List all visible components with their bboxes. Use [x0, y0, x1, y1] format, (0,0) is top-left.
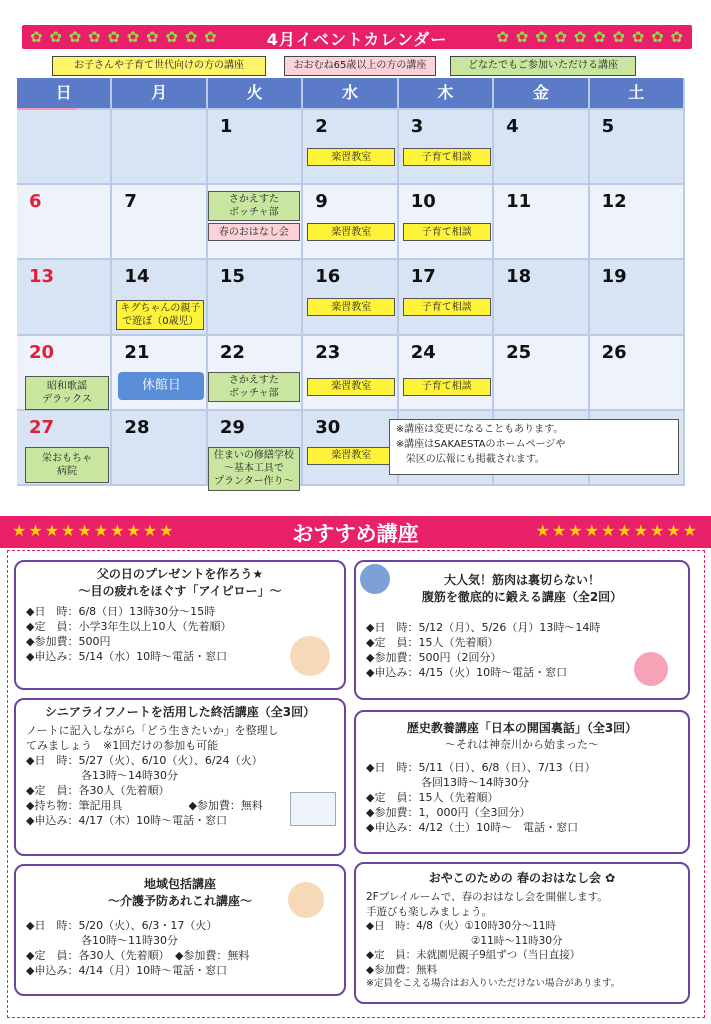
calendar-cell: [208, 260, 303, 335]
note-line: ※講座は変更になることもあります。: [395, 423, 564, 435]
course-line: ◆日 時：5/20（火）、6/3・17（火）: [26, 919, 218, 932]
day-number: 17: [410, 266, 436, 288]
calendar-cell: [17, 260, 112, 335]
recommend-title: おすすめ講座: [292, 522, 419, 546]
day-number: 12: [601, 191, 627, 213]
course-card-storytelling: [354, 862, 690, 1004]
event-label: 子育て相談: [403, 378, 491, 396]
course-title: シニアライフノートを活用した終活講座（全3回）: [44, 705, 316, 719]
course-line: 2Fプレイルームで、春のおはなし会を開催します。: [366, 891, 608, 903]
course-line: ノートに記入しながら「どう生きたいか」を整理し: [26, 724, 279, 737]
day-number: 4: [506, 116, 519, 137]
course-details: [366, 890, 678, 992]
day-number: 29: [219, 416, 245, 438]
calendar-cell: [494, 185, 589, 260]
course-subtitle: ～それは神奈川から始まった～: [445, 738, 599, 751]
course-line: ◆持ち物：筆記用具 ◆参加費：無料: [26, 799, 263, 812]
weekday-header: 土: [590, 78, 683, 108]
course-line: ◆参加費：1，000円（全3回分）: [366, 806, 531, 819]
weekday-header: 月: [112, 78, 205, 108]
calendar-cell: [494, 110, 589, 185]
course-line: ②11時～11時30分: [366, 934, 563, 947]
clover-decoration-right: ✿ ✿ ✿ ✿ ✿ ✿ ✿ ✿ ✿ ✿: [496, 28, 684, 46]
event-label: 住まいの修繕学校 ～基本工具で プランター作り～: [208, 447, 300, 491]
calendar-title-banner: [22, 25, 692, 49]
course-line: ◆日 時：5/11（日）、6/8（日）、7/13（日）: [366, 761, 596, 774]
course-line: ◆定 員：小学3年生以上10人（先着順）: [26, 620, 232, 633]
day-number: 7: [124, 191, 137, 213]
calendar-cell: [17, 110, 112, 185]
course-line: ◆日 時：6/8（日）13時30分～15時: [26, 605, 216, 618]
legend-children: お子さんや子育て世代向けの方の講座: [52, 56, 266, 76]
day-number: 13: [29, 266, 55, 288]
day-number: 9: [315, 191, 328, 213]
day-number: 11: [506, 191, 532, 213]
event-label: キグちゃんの親子 で遊ぼ（0歳児）: [116, 300, 204, 330]
day-number: 26: [601, 341, 627, 363]
day-number: 19: [601, 266, 627, 288]
day-number: 28: [124, 416, 150, 438]
calendar-notes: [389, 419, 679, 475]
course-subtitle: ～介護予防あれこれ講座～: [107, 894, 252, 908]
course-details: [26, 604, 334, 664]
course-details: [366, 760, 678, 835]
weekday-header: 金: [494, 78, 587, 108]
calendar-cell: [590, 260, 685, 335]
day-number: 16: [315, 266, 341, 288]
recommend-banner: [0, 516, 711, 548]
event-label: 春のおはなし会: [208, 223, 300, 241]
course-title: おやこのための 春のおはなし会 ✿: [428, 871, 616, 885]
course-details: [26, 918, 334, 978]
event-label: さかえすた ボッチャ部: [208, 372, 300, 402]
course-line: ◆定 員：15人（先着順）: [366, 791, 499, 804]
calendar-cell: [399, 336, 494, 411]
weekday-header: 木: [399, 78, 492, 108]
calendar-cell: [17, 185, 112, 260]
course-subtitle: 腹筋を徹底的に鍛える講座（全2回）: [421, 590, 623, 604]
course-line: てみましょう ※1回だけの参加も可能: [26, 739, 219, 752]
legend-everyone: どなたでもご参加いただける講座: [450, 56, 636, 76]
course-line: 手遊びも楽しみましょう。: [366, 905, 492, 918]
course-line: ◆定 員：15人（先着順）: [366, 636, 499, 649]
day-number: 25: [506, 341, 532, 363]
course-line: ◆日 時：5/27（火）、6/10（火）、6/24（火）: [26, 754, 263, 767]
course-line: ◆定 員：各30人（先着順）: [26, 784, 170, 797]
course-line: ◆定 員：各30人（先着順） ◆参加費：無料: [26, 949, 250, 962]
calendar-cell: [303, 336, 398, 411]
calendar-cell: [590, 110, 685, 185]
event-label: 子育て相談: [403, 298, 491, 316]
course-line: ◆申込み：4/12（土）10時～ 電話・窓口: [366, 821, 579, 834]
course-line: ◆日 時：5/12（月）、5/26（月）13時～14時: [366, 621, 601, 634]
day-number: 18: [506, 266, 532, 288]
course-card-history: [354, 710, 690, 854]
event-label: 昭和歌謡 デラックス: [25, 376, 109, 410]
course-line: 各10時～11時30分: [26, 934, 178, 947]
day-number: 22: [219, 341, 245, 363]
day-number: 6: [29, 191, 42, 213]
exercise-illustration: [634, 652, 668, 686]
course-card-care-prevention: [14, 864, 346, 996]
event-label: 栄おもちゃ 病院: [25, 447, 109, 483]
course-line: ◆申込み：5/14（水）10時～電話・窓口: [26, 650, 228, 663]
trainer-illustration: [360, 564, 390, 594]
calendar-title: 4月イベントカレンダー: [266, 30, 448, 49]
course-subtitle: ～目の疲れをほぐす「アイピロー」～: [78, 584, 282, 598]
notebook-illustration: [290, 792, 336, 826]
legend-seniors: おおむね65歳以上の方の講座: [284, 56, 436, 76]
course-line: ◆参加費：500円: [26, 635, 111, 648]
course-details: [26, 723, 334, 828]
seniors-illustration: [288, 882, 324, 918]
course-line: 各回13時～14時30分: [366, 776, 529, 789]
day-number: 5: [601, 116, 615, 137]
course-title: 大人気！筋肉は裏切らない！: [443, 573, 600, 587]
note-line: 栄区の広報にも掲載されます。: [395, 453, 545, 465]
course-line: ◆申込み：4/14（月）10時～電話・窓口: [26, 964, 228, 977]
weekday-header: 水: [303, 78, 396, 108]
calendar-grid: [17, 78, 685, 486]
calendar-cell: [590, 185, 685, 260]
course-line: ◆日 時：4/8（火）①10時30分～11時: [366, 920, 556, 932]
course-line: ◆申込み：4/15（火）10時～電話・窓口: [366, 666, 568, 679]
people-illustration: [290, 636, 330, 676]
event-label: 子育て相談: [403, 148, 491, 166]
stars-decoration-right: ★★★★★★★★★★: [535, 521, 699, 540]
course-line: ◆参加費：500円（2回分）: [366, 651, 502, 664]
day-number: 23: [315, 341, 341, 363]
event-label: 楽習教室: [307, 298, 395, 316]
course-title: 歴史教養講座「日本の開国裏話」（全3回）: [406, 721, 638, 735]
day-number: 10: [410, 191, 436, 213]
event-label: さかえすた ボッチャ部: [208, 191, 300, 221]
course-note: ※定員をこえる場合はお入りいただけない場合があります。: [366, 978, 621, 989]
course-details: [366, 620, 678, 680]
day-number: 24: [410, 341, 436, 363]
day-number: 30: [315, 416, 341, 438]
event-label: 楽習教室: [307, 378, 395, 396]
day-number: 2: [315, 116, 328, 137]
day-number: 20: [29, 341, 55, 363]
calendar-cell: [590, 336, 685, 411]
course-line: ◆申込み：4/17（木）10時～電話・窓口: [26, 814, 228, 827]
calendar-cell: [112, 185, 207, 260]
course-line: 各13時～14時30分: [26, 769, 178, 782]
course-card-eye-pillow: [14, 560, 346, 690]
event-label: 楽習教室: [307, 148, 395, 166]
course-title: 父の日のプレゼントを作ろう★: [96, 567, 264, 581]
event-label: 楽習教室: [307, 223, 395, 241]
event-label: 休館日: [118, 372, 204, 400]
calendar-cell: [112, 110, 207, 185]
course-line: ◆定 員：未就園児親子9組ずつ（当日直接）: [366, 949, 581, 961]
calendar-cell: [208, 110, 303, 185]
day-number: 1: [219, 116, 233, 137]
clover-decoration-left: ✿ ✿ ✿ ✿ ✿ ✿ ✿ ✿ ✿ ✿: [30, 28, 218, 46]
event-label: 楽習教室: [307, 447, 395, 465]
day-number: 21: [124, 341, 150, 363]
calendar-cell: [494, 260, 589, 335]
course-line: ◆参加費：無料: [366, 963, 438, 976]
note-line: ※講座はSAKAESTAのホームページや: [395, 438, 566, 450]
stars-decoration-left: ★★★★★★★★★★: [12, 521, 176, 540]
day-number: 27: [29, 416, 55, 438]
course-card-abs-training: [354, 560, 690, 700]
weekday-header: 火: [208, 78, 301, 108]
day-number: 14: [124, 266, 150, 288]
weekday-header: 日: [17, 78, 110, 108]
course-title: 地域包括講座: [143, 877, 216, 891]
day-number: 3: [410, 116, 424, 137]
day-number: 15: [219, 266, 245, 288]
calendar-cell: [112, 411, 207, 486]
calendar-cell: [494, 336, 589, 411]
event-label: 子育て相談: [403, 223, 491, 241]
course-card-life-note: [14, 698, 346, 856]
